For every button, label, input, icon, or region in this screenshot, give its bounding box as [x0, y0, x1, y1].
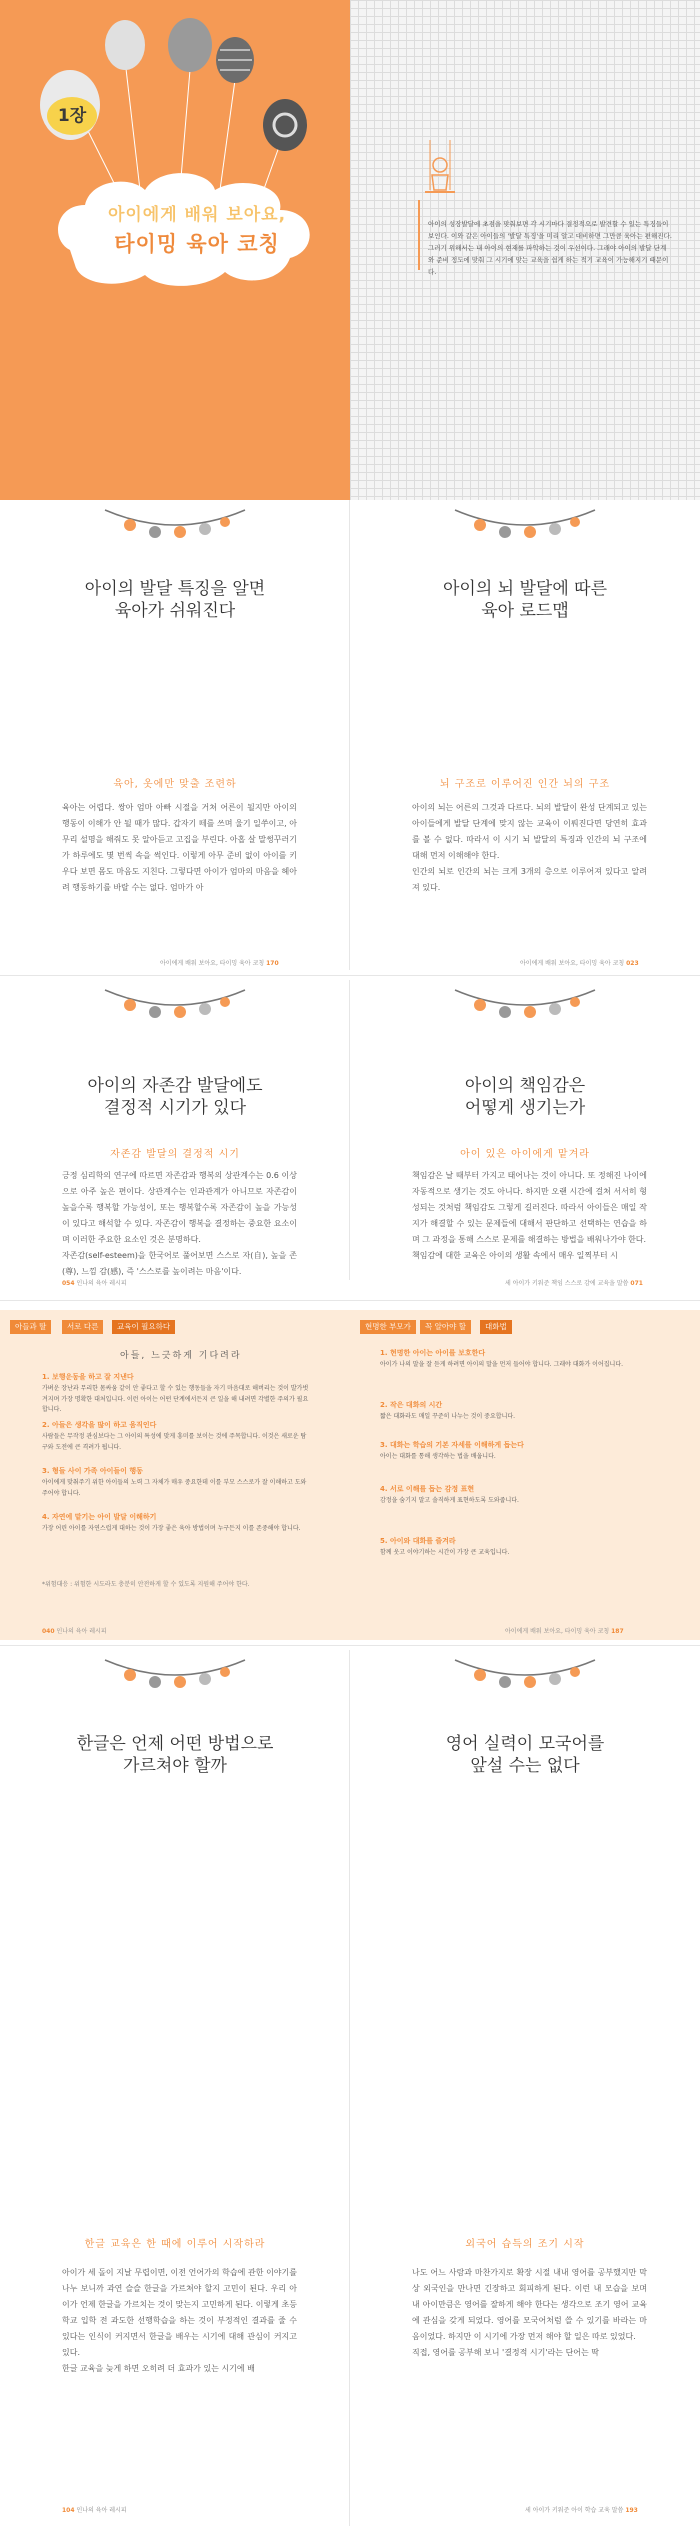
section-head-right-1: 뇌 구조로 이루어진 인간 뇌의 구조: [439, 779, 611, 790]
body-text-right-4: 나도 어느 사람과 마찬가지로 확장 시절 내내 영어를 공부했지만 막상 외국인을 만나면 긴장하고 회피하게 된다. 이런 내 모습을 보며 내 아이만큼은 영어를 잘하게 해야 한다는 생각으로 조기 영어 교육에 관심을 갖게 되었다. 영어를 모국어처럼 쓸 수 있기를 바라는 마음이었다. 하지만 이 시기에 가장 먼저 해야 할 일은 따로 있었다. 직접, 영어를 공부해 보니 '결정적 시기'라는 단어는 딱: [412, 2268, 647, 2357]
page-number-right-1: 023: [626, 960, 639, 967]
info-head-left-2: 2. 아들은 생각을 많이 하고 움직인다: [42, 1421, 157, 1429]
page-number-right-3: 187: [611, 1628, 624, 1635]
page-number-right-2: 071: [630, 1280, 643, 1287]
footer-right-4-title: 세 아이가 키워준 아이 학습 교육 말씀: [525, 2507, 624, 2514]
footer-right-3-title: 아이에게 배워 보아요, 타이밍 육아 코칭: [505, 1628, 610, 1635]
info-text-right-2: 짧은 대화라도 매일 꾸준히 나누는 것이 중요합니다.: [380, 1413, 516, 1420]
footer-left-1: [160, 958, 279, 967]
page-number-left-4: 104: [62, 2507, 75, 2514]
page-title-brain: 아이의 뇌 발달에 따른 육아 로드맵: [442, 579, 607, 621]
balloon-checkered: [216, 37, 254, 83]
body-text-left-1: 육아는 어렵다. 쌍아 엄마 아빠 시절을 거쳐 어른이 될지만 아이의 행동이 이해가 안 될 때가 많다. 갑자기 떼를 쓰며 울기 일쑤이고, 아무리 설명을 해줘도 못 알아듣고 고집을 부린다. 아홉 살 말썽꾸러기가 하루에도 몇 번씩 속을 썩인다. 이렇게 아무 준비 없이 아이를 키우다 보면 몸도 마음도 지친다. 그렇다면 아이가 엄마의 마음을 헤아려 행동하기를 바랄 수는 없다. 엄마가 아: [62, 803, 297, 892]
spread1-gutter: [349, 500, 350, 970]
info-text-left-3: 아이에게 맞춰주기 위한 아이들의 노력 그 자체가 매우 중요한데 이를 부모 스스로가 잘 이해하고 도와주어야 합니다.: [42, 1479, 307, 1497]
info-head-right-1: 1. 현명한 아이는 아이를 보호한다: [380, 1349, 486, 1357]
footer-left-3-title: 인나의 육아 레시피: [56, 1628, 107, 1635]
footer-right-2-title: 세 아이가 키워준 책임 스스로 감에 교육을 말씀: [505, 1280, 629, 1287]
info-head-left-4: 4. 자연에 맡기는 아이 발달 이해하기: [42, 1513, 157, 1521]
footer-right-3: [505, 1626, 624, 1635]
page-number-left-1: 170: [266, 960, 279, 967]
info-note-left: *위험대응 : 위험한 시도라도 충분히 안전하게 할 수 있도록 지원해 주어야 한다.: [42, 1581, 250, 1588]
info-head-right-2: 2. 작은 대화의 시간: [380, 1401, 443, 1409]
info-text-left-2: 사람들은 무작정 관심보다는 그 아이의 특성에 맞게 흥미를 보이는 것에 주목합니다. 이것은 새로운 탐구와 도전에 큰 격려가 됩니다.: [42, 1433, 307, 1451]
section-head-left-2: 자존감 발달의 결정적 시기: [110, 1149, 240, 1160]
info-text-right-3: 아이는 대화를 통해 생각하는 법을 배웁니다.: [380, 1453, 496, 1460]
info-title-left: 아들, 느긋하게 기다려라: [120, 1351, 242, 1361]
text-accent-bar: [418, 200, 420, 270]
spread2-gutter: [349, 980, 350, 1280]
page-number-left-3: 040: [42, 1628, 55, 1635]
spread-separator-2: [0, 1300, 700, 1301]
tab-right-2: 꼭 알아야 할: [420, 1320, 471, 1334]
footer-right-1-title: 아이에게 배워 보아요, 타이밍 육아 코칭: [520, 960, 625, 967]
info-text-right-5: 함께 웃고 이야기하는 시간이 가장 큰 교육입니다.: [380, 1549, 510, 1556]
page-title-english: 영어 실력이 모국어를 앞설 수는 없다: [445, 1734, 605, 1776]
info-text-left-4: 가장 어린 아이를 자연스럽게 대하는 것이 가장 좋은 육아 방법이며 누구든지 이를 존중해야 합니다.: [42, 1525, 301, 1532]
info-head-left-3: 3. 형들 사이 가족 아이들이 행동: [42, 1467, 143, 1475]
spread-separator-1: [0, 975, 700, 976]
footer-left-2-title: 인나의 육아 레시피: [76, 1280, 127, 1287]
balloon-gray: [105, 20, 145, 70]
garland-icon-5: [100, 1655, 250, 1699]
spread-separator-3: [0, 1645, 700, 1646]
garland-icon-1: [100, 505, 250, 549]
footer-left-2: [62, 1278, 127, 1287]
garland-icon-2: [450, 505, 600, 549]
info-head-right-3: 3. 대화는 학습의 기본 자세를 이해하게 돕는다: [380, 1441, 524, 1449]
section-head-right-2: 아이 있은 아이에게 맡겨라: [460, 1149, 590, 1160]
tab-left-3: 교육이 필요하다: [112, 1320, 175, 1334]
info-text-right-4: 감정을 숨기지 말고 솔직하게 표현하도록 도와줍니다.: [380, 1497, 519, 1504]
cover-title-line1: 아이에게 배워 보아요,: [107, 205, 287, 225]
body-text-left-4: 아이가 세 돌이 지날 무렵이면, 이전 언어가의 학습에 관한 이야기를 나누 보니까 과연 슬슬 한글을 가르쳐야 할지 고민이 된다. 우리 아이가 언제 한글을 가르치는 것이 맞는지 고민하게 된다. 이렇게 초등학교 입학 전 과도한 선행학습을 하는 것이 부정적인 결과를 줄 수 있다는 인식이 커지면서 한글을 배우는 시기에 대해 관심이 커지고 있다. 한글 교육을 늦게 하면 오히려 더 효과가 있는 시기에 배: [62, 2268, 297, 2373]
footer-left-3: [42, 1626, 107, 1635]
info-text-left-1: 가벼운 장난과 무리한 몸싸움 같이 안 좋다고 할 수 있는 행동들을 자기 마음대로 해버리는 것이 발가벗겨지며 가장 명확한 대처입니다. 이런 아이는 어떤 단계에서든지 큰 일을 해 내려면 각별한 주의가 필요합니다.: [42, 1385, 309, 1413]
cover-intro-text: 아이의 성장발달에 초점을 맞춰보면 각 시기마다 결정적으로 발견할 수 있는 특징들이 보인다. 이와 같은 아이들의 '발달 특징'을 미리 알고 대비하면 그만큼 육아는 편해진다. 그러기 위해서는 내 아이의 현재를 파악하는 것이 우선이다. 그래야 아이의 발달 단계와 준비 정도에 맞춰 그 시기에 맞는 교육을 쉽게 하는 적기 교육이 가능해지기 때문이다.: [428, 220, 672, 276]
balloon-spiral: [263, 99, 307, 151]
tab-left-1: 아들과 딸: [10, 1320, 51, 1334]
tab-left-2: 서로 다른: [62, 1320, 103, 1334]
section-head-left-4: 한글 교육은 한 때에 이루어 시작하라: [84, 2239, 266, 2250]
page-title-hangul: 한글은 언제 어떤 방법으로 가르쳐야 할까: [76, 1734, 274, 1776]
footer-left-1-title: 아이에게 배워 보아요, 타이밍 육아 코칭: [160, 960, 265, 967]
tab-right-1: 현명한 부모가: [360, 1320, 416, 1334]
footer-right-2: [505, 1278, 643, 1287]
garland-icon-4: [450, 985, 600, 1029]
page-title-responsibility: 아이의 책임감은 어떻게 생기는가: [464, 1076, 586, 1118]
page-number-left-2: 054: [62, 1280, 75, 1287]
spread4-gutter: [349, 1650, 350, 2526]
balloon-dark: [168, 18, 212, 72]
garland-icon-6: [450, 1655, 600, 1699]
body-text-right-2: 책임감은 날 때부터 가지고 태어나는 것이 아니다. 또 정해진 나이에 자동적으로 생기는 것도 아니다. 하지만 오랜 시간에 걸쳐 서서히 형성되는 것처럼 책임감도 그렇게 길러진다. 따라서 아이들은 매일 작지가 해결할 수 있는 문제들에 대해서 판단하고 선택하는 연습을 하며 그 과정을 통해 스스로 문제를 해결하는 방법을 배워나가야 한다. 책임감에 대한 교육은 아이의 생활 속에서 매우 일찍부터 시: [412, 1171, 647, 1260]
page-title-self-esteem: 아이의 자존감 발달에도 결정적 시기가 있다: [87, 1076, 263, 1118]
page-number-right-4: 193: [625, 2507, 638, 2514]
body-text-left-2: 긍정 심리학의 연구에 따르면 자존감과 행복의 상관계수는 0.6 이상으로 아주 높은 편이다. 상관계수는 인과관계가 아니므로 자존감이 높을수록 행복할 가능성이, 또는 행복할수록 자존감이 높을 가능성이 있다고 해석할 수 있다. 자존감이 행복을 결정하는 중요한 요소이 며 이러한 주요한 요소인 것은 분명하다. 자존감(self-esteem)을 한국어로 풀어보면 스스로 자(自), 높을 존(尊), 느낌 감(感), 즉 '스스로를 높이려는 마음'이다.: [62, 1171, 297, 1276]
info-head-right-4: 4. 서로 이해를 돕는 감정 표현: [380, 1485, 475, 1493]
cover-title-line2: 타이밍 육아 코칭: [114, 232, 280, 256]
footer-left-4-title: 인나의 육아 레시피: [76, 2507, 127, 2514]
footer-right-1: [520, 958, 639, 967]
footer-right-4: [525, 2505, 638, 2514]
info-head-left-1: 1. 보행운동을 하고 잘 지낸다: [42, 1373, 134, 1381]
page-title-development: 아이의 발달 특징을 알면 육아가 쉬워진다: [84, 579, 266, 621]
info-head-right-5: 5. 아이와 대화를 즐겨라: [380, 1537, 456, 1545]
footer-left-4: [62, 2505, 127, 2514]
info-text-right-1: 아이가 나의 말을 잘 듣게 하려면 아이의 말을 먼저 들어야 합니다. 그래야 대화가 이어집니다.: [380, 1361, 624, 1368]
section-head-left-1: 육아, 옷에만 맞출 조련하: [113, 779, 237, 790]
body-text-right-1: 아이의 뇌는 어른의 그것과 다르다. 뇌의 발달이 완성 단계되고 있는 아이들에게 발달 단계에 맞지 않는 교육이 이뤄진다면 당연히 효과를 볼 수 없다. 따라서 이 시기 뇌 발달의 특징과 인간의 뇌 구조에 대해 먼저 이해해야 한다. 인간의 뇌로 인간의 뇌는 크게 3개의 층으로 이루어져 있다고 알려져 있다.: [412, 803, 647, 892]
section-head-right-4: 외국어 습득의 조기 시작: [465, 2239, 585, 2250]
tab-right-3: 대화법: [480, 1320, 512, 1334]
garland-icon-3: [100, 985, 250, 1029]
chapter-badge: 1장: [47, 97, 97, 135]
